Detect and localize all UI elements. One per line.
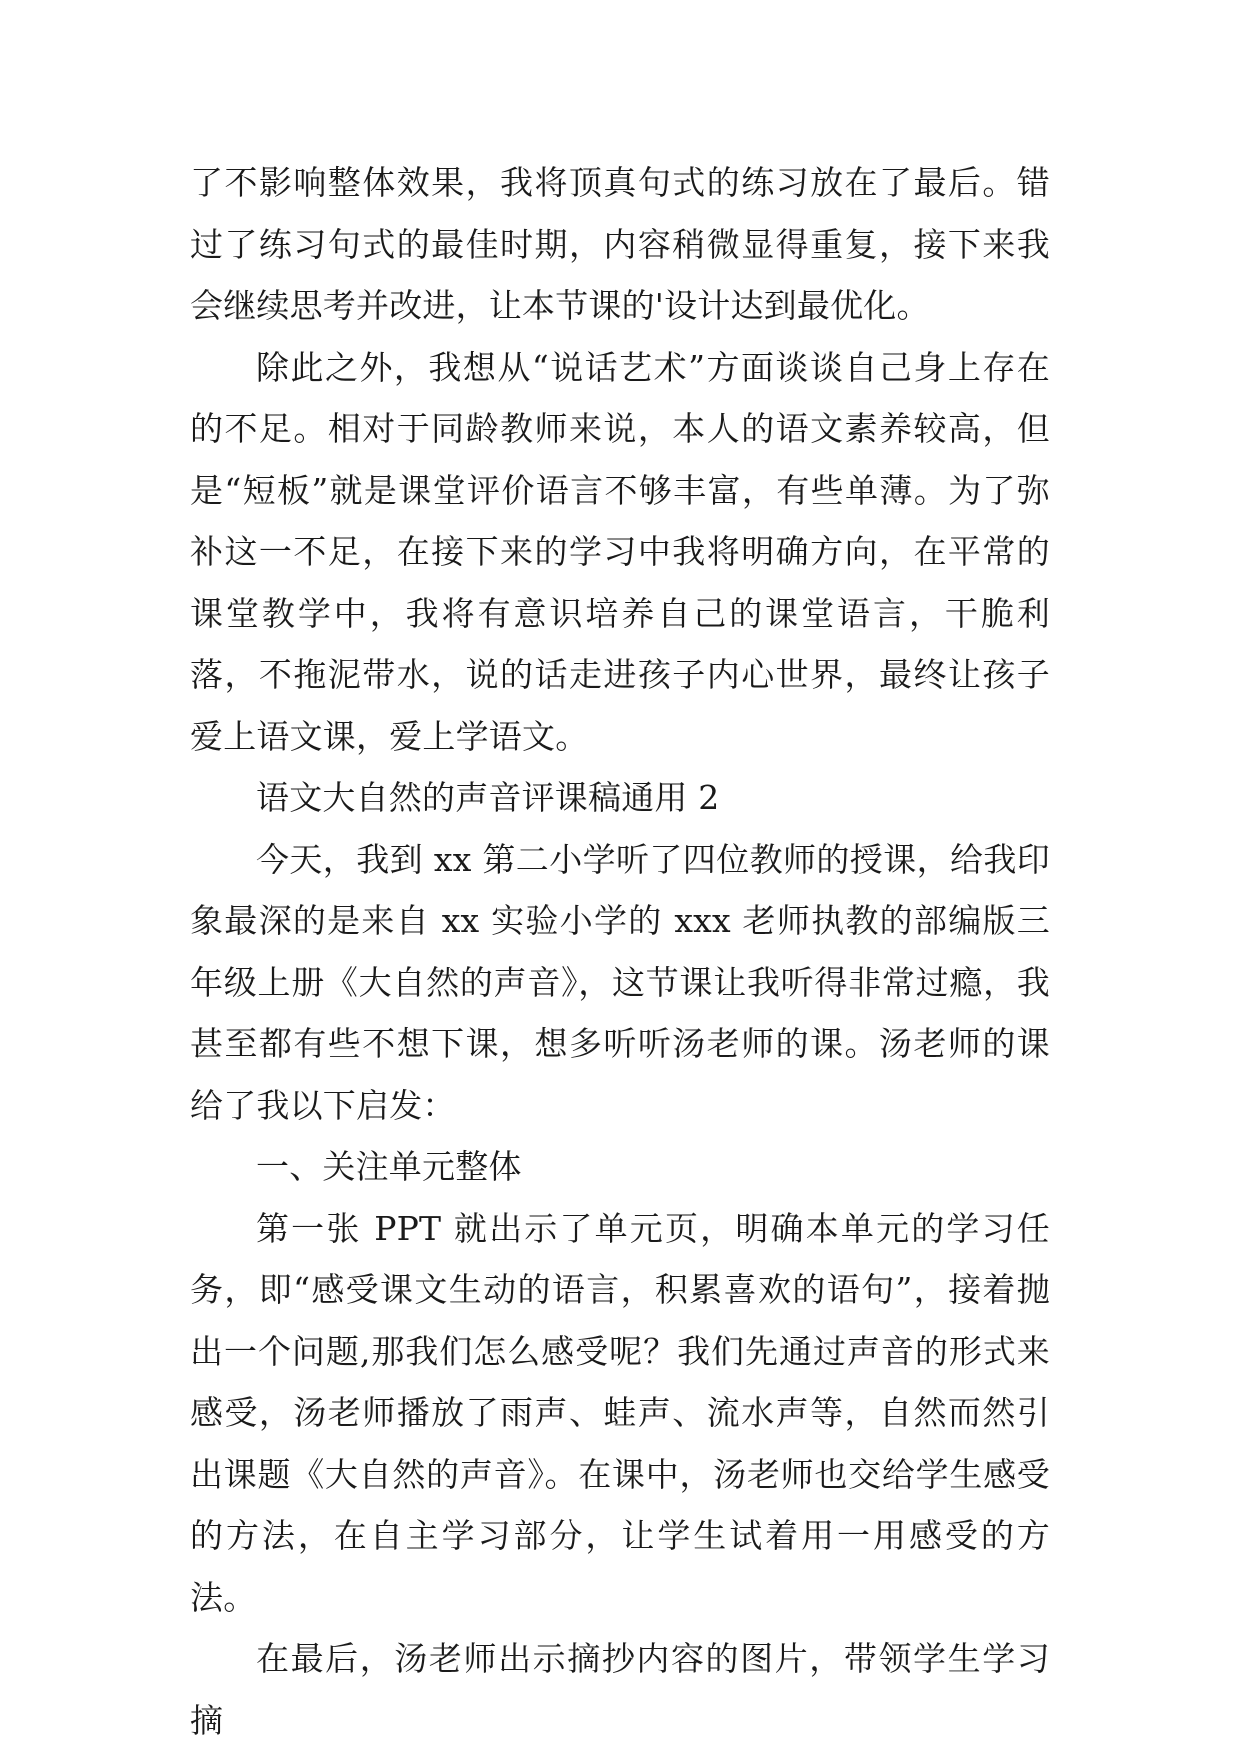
subheading-unit-focus: 一、关注单元整体 bbox=[256, 1147, 522, 1186]
paragraph-continuation: 了不影响整体效果，我将顶真句式的练习放在了最后。错过了练习句式的最佳时期，内容稍微显得重复，接下来我会继续思考并改进，让本节课的'设计达到最优化。 bbox=[190, 163, 1050, 325]
document-body bbox=[190, 152, 1050, 1751]
paragraph-intro: 今天，我到 xx 第二小学听了四位教师的授课，给我印象最深的是来自 xx 实验小学的 xxx 老师执教的部编版三年级上册《大自然的声音》，这节课让我听得非常过瘾，我甚至都有些不想下课，想多听听汤老师的课。汤老师的课给了我以下启发： bbox=[190, 839, 1050, 1125]
section-title: 语文大自然的声音评课稿通用 2 bbox=[256, 778, 720, 817]
paragraph-unit-detail: 第一张 PPT 就出示了单元页，明确本单元的学习任务，即“感受课文生动的语言，积累喜欢的语句”，接着抛出一个问题,那我们怎么感受呢？我们先通过声音的形式来感受，汤老师播放了雨声、蛙声、流水声等，自然而然引出课题《大自然的声音》。在课中，汤老师也交给学生感受的方法，在自主学习部分，让学生试着用一用感受的方法。 bbox=[190, 1208, 1050, 1617]
paragraph-self-reflection: 除此之外，我想从“说话艺术”方面谈谈自己身上存在的不足。相对于同龄教师来说，本人的语文素养较高，但是“短板”就是课堂评价语言不够丰富，有些单薄。为了弥补这一不足，在接下来的学习中我将明确方向，在平常的课堂教学中，我将有意识培养自己的课堂语言，干脆利落，不拖泥带水，说的话走进孩子内心世界，最终让孩子爱上语文课，爱上学语文。 bbox=[190, 347, 1050, 756]
paragraph-closing: 在最后，汤老师出示摘抄内容的图片，带领学生学习摘 bbox=[190, 1639, 1050, 1740]
